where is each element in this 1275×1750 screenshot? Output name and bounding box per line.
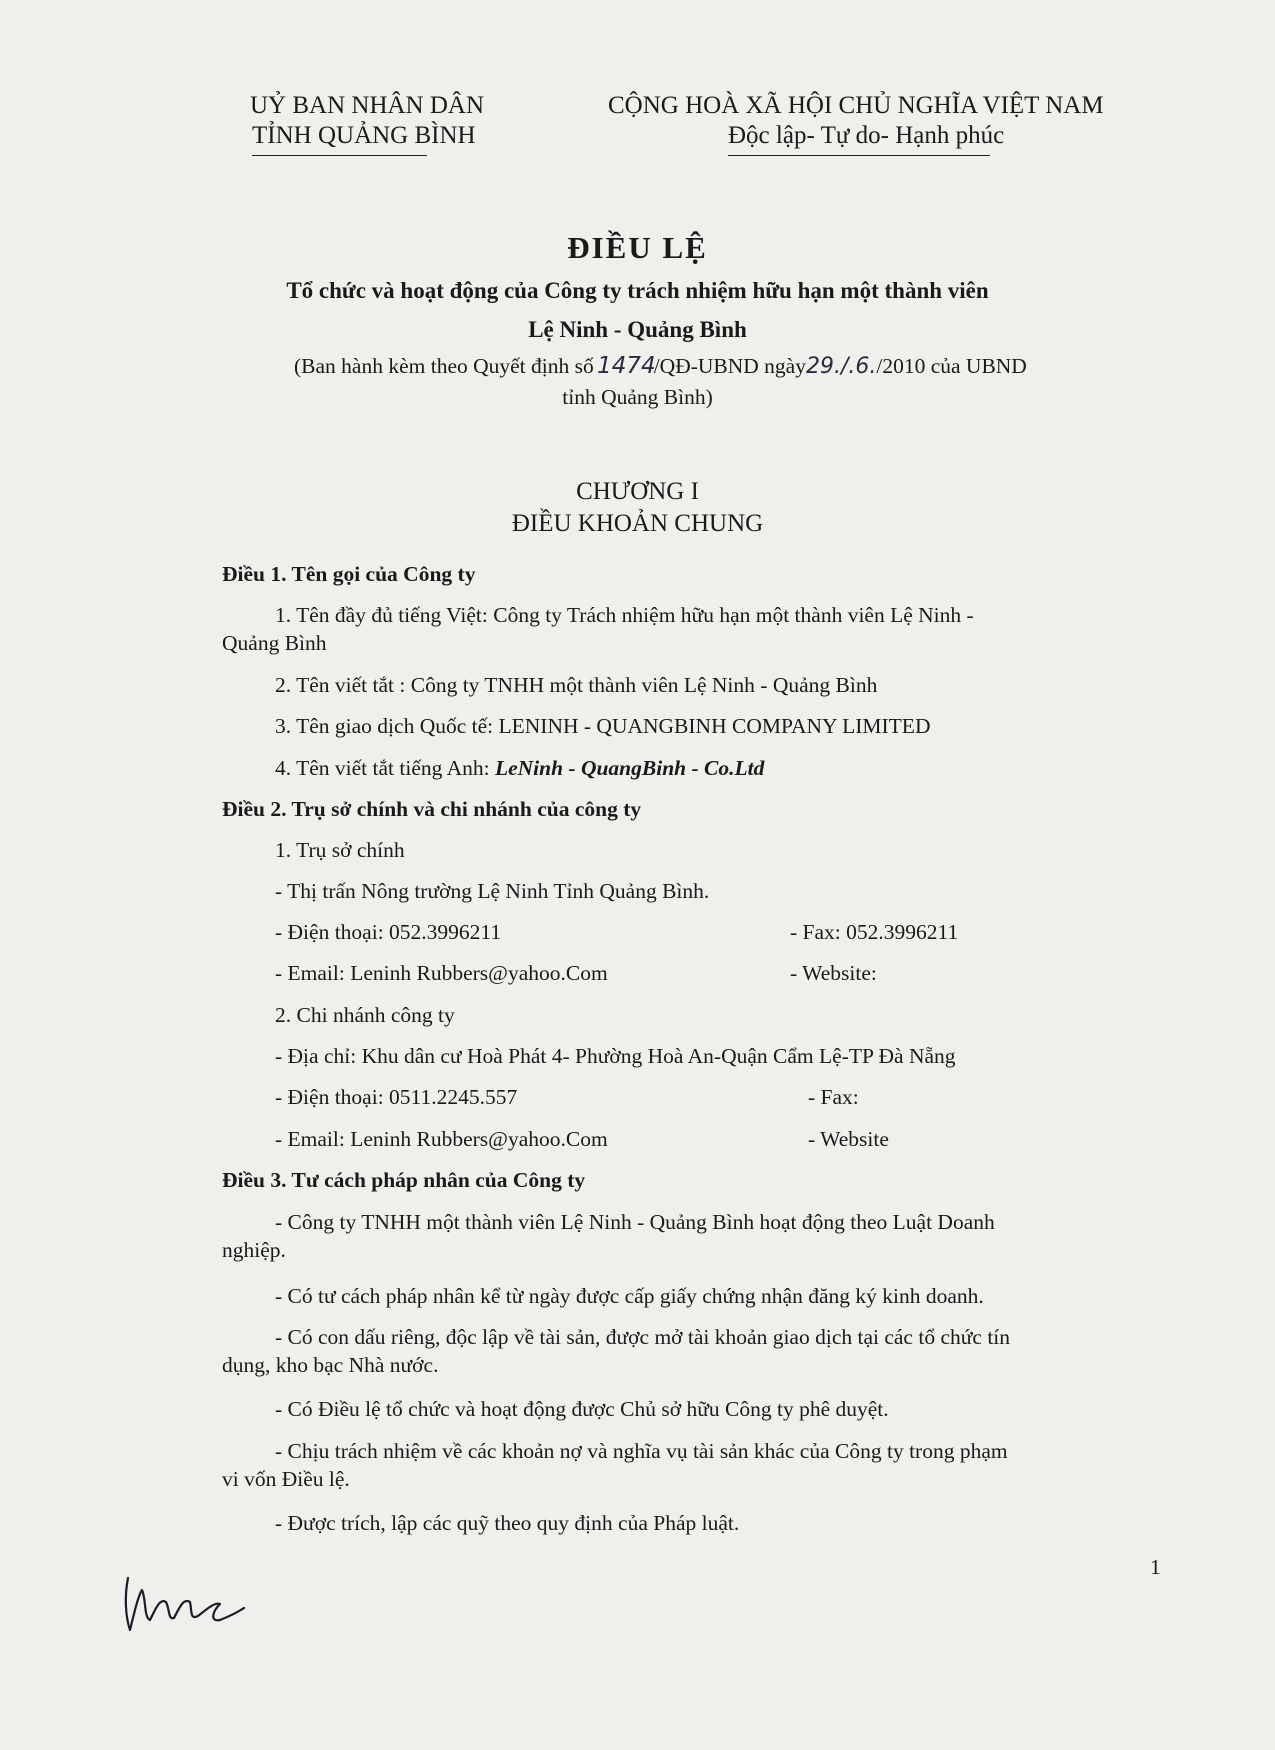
article1-item4-label: 4. Tên viết tắt tiếng Anh:: [275, 756, 490, 780]
article3-p3-line2: dụng, kho bạc Nhà nước.: [222, 1353, 439, 1377]
decision-number: 1474: [597, 353, 656, 379]
branch-fax: - Fax:: [808, 1085, 859, 1109]
document-subtitle-line2: Lệ Ninh - Quảng Bình: [528, 317, 747, 342]
hq-fax: - Fax: 052.3996211: [790, 920, 959, 944]
national-motto: Độc lập- Tự do- Hạnh phúc: [728, 122, 1005, 149]
hq-website: - Website:: [790, 961, 877, 985]
chapter-number: CHƯƠNG I: [576, 478, 699, 505]
branch-phone: - Điện thoại: 0511.2245.557: [275, 1085, 518, 1109]
hq-phone: - Điện thoại: 052.3996211: [275, 920, 502, 944]
article3-p5-line1: - Chịu trách nhiệm về các khoản nợ và nghĩa vụ tài sản khác của Công ty trong phạm: [275, 1439, 1008, 1463]
document-subtitle-line1: Tổ chức và hoạt động của Công ty trách nhiệm hữu hạn một thành viên: [286, 278, 989, 303]
signature-initials: [120, 1568, 250, 1638]
article1-item2: 2. Tên viết tắt : Công ty TNHH một thành viên Lệ Ninh - Quảng Bình: [275, 673, 878, 697]
issuance-mid: /QĐ-UBND ngày: [653, 354, 806, 378]
issuance-line1: [294, 353, 1027, 379]
issuer-line1: UỶ BAN NHÂN DÂN: [250, 92, 485, 119]
article3-p6: - Được trích, lập các quỹ theo quy định của Pháp luật.: [275, 1511, 740, 1535]
article3-heading: Điều 3. Tư cách pháp nhân của Công ty: [222, 1168, 586, 1192]
article3-p1-line2: nghiệp.: [222, 1238, 286, 1262]
article3-p2: - Có tư cách pháp nhân kể từ ngày được cấp giấy chứng nhận đăng ký kinh doanh.: [275, 1284, 984, 1308]
national-title: CỘNG HOÀ XÃ HỘI CHỦ NGHĨA VIỆT NAM: [608, 92, 1104, 119]
hq-title: 1. Trụ sở chính: [275, 838, 405, 862]
article3-p3-line1: - Có con dấu riêng, độc lập về tài sản, được mở tài khoản giao dịch tại các tổ chức tín: [275, 1325, 1011, 1349]
hq-address: - Thị trấn Nông trường Lệ Ninh Tỉnh Quảng Bình.: [275, 879, 710, 903]
issuer-underline: [252, 155, 427, 156]
issuance-prefix: (Ban hành kèm theo Quyết định số: [294, 354, 594, 378]
article1-heading: Điều 1. Tên gọi của Công ty: [222, 562, 476, 586]
article1-item1-line2: Quảng Bình: [222, 631, 327, 655]
article1-item4-value: LeNinh - QuangBinh - Co.Ltd: [494, 756, 765, 780]
article3-p1-line1: - Công ty TNHH một thành viên Lệ Ninh - Quảng Bình hoạt động theo Luật Doanh: [275, 1210, 995, 1234]
branch-address: - Địa chỉ: Khu dân cư Hoà Phát 4- Phường Hoà An-Quận Cẩm Lệ-TP Đà Nẵng: [275, 1044, 956, 1068]
article1-item1-line1: 1. Tên đầy đủ tiếng Việt: Công ty Trách nhiệm hữu hạn một thành viên Lệ Ninh -: [275, 603, 974, 627]
motto-underline: [728, 155, 990, 156]
issuance-line2: tỉnh Quảng Bình): [562, 385, 713, 409]
issuer-line2: TỈNH QUẢNG BÌNH: [252, 122, 476, 149]
decision-date: 29./.6.: [805, 354, 877, 379]
article3-p5-line2: vi vốn Điều lệ.: [222, 1467, 350, 1491]
branch-title: 2. Chi nhánh công ty: [275, 1003, 455, 1027]
article1-item3: 3. Tên giao dịch Quốc tế: LENINH - QUANGBINH COMPANY LIMITED: [275, 714, 931, 738]
document-title: ĐIỀU LỆ: [567, 230, 708, 265]
article2-heading: Điều 2. Trụ sở chính và chi nhánh của công ty: [222, 797, 642, 821]
page-number: 1: [1150, 1555, 1161, 1579]
chapter-title: ĐIỀU KHOẢN CHUNG: [511, 510, 764, 537]
issuance-suffix: /2010 của UBND: [876, 354, 1027, 378]
branch-email: - Email: Leninh Rubbers@yahoo.Com: [275, 1127, 608, 1151]
article3-p4: - Có Điều lệ tổ chức và hoạt động được Chủ sở hữu Công ty phê duyệt.: [275, 1397, 889, 1421]
branch-website: - Website: [808, 1127, 889, 1151]
hq-email: - Email: Leninh Rubbers@yahoo.Com: [275, 961, 608, 985]
article1-item4: [275, 756, 764, 781]
